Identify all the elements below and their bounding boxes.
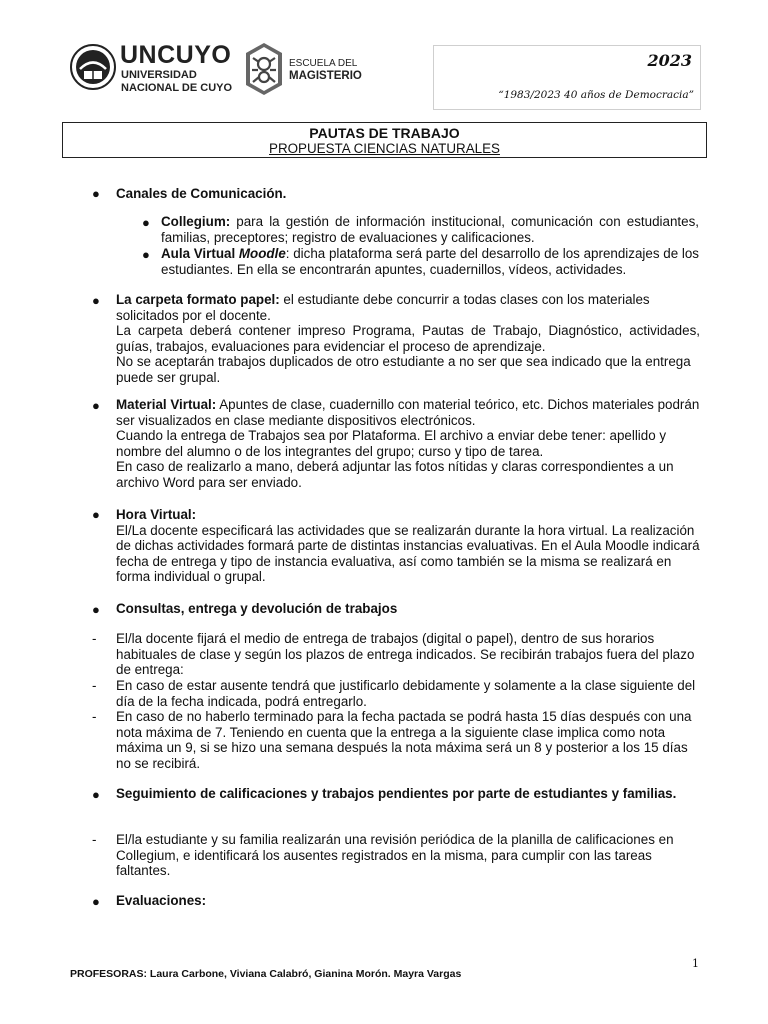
- bullet-icon: ●: [92, 293, 100, 308]
- university-subtitle: UNIVERSIDAD NACIONAL DE CUYO: [121, 69, 233, 94]
- bullet-icon: ●: [92, 398, 100, 413]
- bullet-icon: ●: [142, 215, 150, 230]
- bullet-icon: ●: [92, 602, 100, 617]
- footer-profesoras: PROFESORAS: Laura Carbone, Viviana Calabró, Gianina Morón. Mayra Vargas: [70, 968, 462, 980]
- bullet-icon: ●: [92, 894, 100, 909]
- item-aula-virtual: Aula Virtual Moodle: dicha plataforma será parte del desarrollo de los aprendizajes de los estudiantes. En ella se encontrarán apuntes, cuadernillos, vídeos, actividades.: [161, 246, 699, 277]
- uncuyo-seal-icon: [70, 44, 116, 90]
- section-heading-seguimiento: Seguimiento de calificaciones y trabajos pendientes por parte de estudiantes y familias.: [116, 786, 677, 801]
- consultas-item-2: En caso de estar ausente tendrá que justificarlo debidamente y solamente a la clase siguiente del día de la fecha indicada, podrá entregarlo.: [116, 678, 696, 709]
- bullet-icon: ●: [92, 787, 100, 802]
- consultas-item-1: El/la docente fijará el medio de entrega de trabajos (digital o papel), dentro de sus horarios habituales de clase y según los plazos de entrega indicados. Se recibirán trabajos fuera del plazo de entrega:: [116, 631, 695, 678]
- seguimiento-item-1: El/la estudiante y su familia realizarán una revisión periódica de la planilla de calificaciones en Collegium, e identificará los ausentes registrados en la misma, para cumplir con las tareas faltantes.: [116, 832, 674, 879]
- school-name: ESCUELA DEL MAGISTERIO: [289, 58, 362, 82]
- year-box: [433, 45, 701, 110]
- dash-icon: -: [92, 631, 97, 646]
- bullet-icon: ●: [142, 247, 150, 262]
- section-heading-consultas: Consultas, entrega y devolución de trabajos: [116, 601, 398, 616]
- bullet-icon: ●: [92, 507, 100, 522]
- dash-icon: -: [92, 709, 97, 724]
- page-number: 1: [692, 957, 699, 970]
- section-heading-canales: Canales de Comunicación.: [116, 186, 287, 201]
- year: 2023: [647, 51, 692, 70]
- section-carpeta: La carpeta formato papel: el estudiante debe concurrir a todas clases con los materiales solicitados por el docente. La carpeta deberá contener impreso Programa, Pautas de Trabajo, Diagnóstico, actividades, guías, trabajos, evaluaciones para evidenciar el proceso de aprendizaje. No se aceptarán trabajos duplicados de otro estudiante a no ser que sea indicado que la entrega puede ser grupal.: [116, 292, 700, 385]
- page-title: PAUTAS DE TRABAJO: [309, 125, 460, 141]
- dash-icon: -: [92, 678, 97, 693]
- page-subtitle: PROPUESTA CIENCIAS NATURALES: [269, 141, 500, 156]
- bullet-icon: ●: [92, 186, 100, 201]
- header-logos: [70, 42, 380, 100]
- section-hora-virtual: Hora Virtual: El/La docente especificará las actividades que se realizarán durante la hora virtual. La realización de dichas actividades formará parte de distintas instancias evaluativas. En el Aula Moodle indicará fecha de entrega y tipo de instancia evaluativa, así como también se la misma se realizará en forma individual o grupal.: [116, 507, 700, 585]
- title-box: [62, 122, 707, 158]
- motto: “1983/2023 40 años de Democracia”: [498, 89, 694, 101]
- consultas-item-3: En caso de no haberlo terminado para la fecha pactada se podrá hasta 15 días después con una nota máxima de 7. Teniendo en cuenta que la entrega a la siguiente clase implica como nota máxima un 9, si se hizo una semana después la nota máxima será un 8 y posterior a los 15 días no se recibirá.: [116, 709, 692, 771]
- item-collegium: Collegium: para la gestión de información institucional, comunicación con estudiantes, familias, preceptores; registro de evaluaciones y calificaciones.: [161, 214, 699, 245]
- university-name: UNCUYO: [120, 41, 232, 69]
- dash-icon: -: [92, 832, 97, 847]
- magisterio-emblem-icon: [244, 42, 284, 96]
- section-heading-evaluaciones: Evaluaciones:: [116, 893, 207, 908]
- section-material-virtual: Material Virtual: Apuntes de clase, cuadernillo con material teórico, etc. Dichos materiales podrán ser visualizados en clase mediante dispositivos electrónicos. Cuando la entrega de Trabajos sea por Plataforma. El archivo a enviar debe tener: apellido y nombre del alumno o de los integrantes del grupo; curso y tipo de tarea. En caso de realizarlo a mano, deberá adjuntar las fotos nítidas y claras correspondientes a un archivo Word para ser enviado.: [116, 397, 700, 490]
